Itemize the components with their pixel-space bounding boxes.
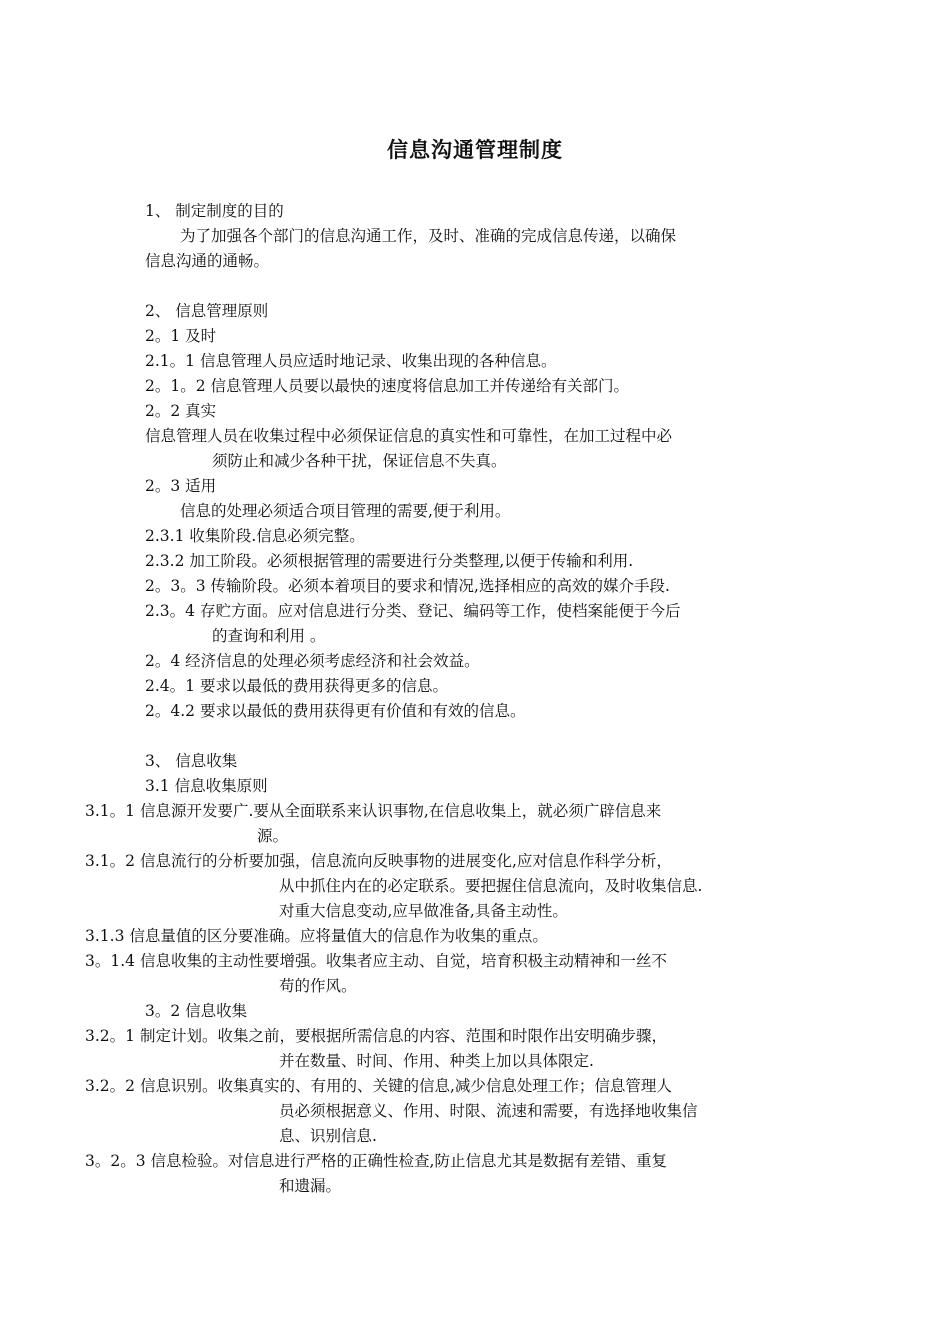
paragraph-line: 须防止和减少各种干扰，保证信息不失真。 [212, 452, 507, 470]
paragraph-line: 2.3。4 存贮方面。应对信息进行分类、登记、编码等工作，使档案能便于今后 [145, 602, 681, 620]
subsection-heading: 2。4 经济信息的处理必须考虑经济和社会效益。 [145, 652, 480, 670]
paragraph-line: 3。2。3 信息检验。对信息进行严格的正确性检查,防止信息尤其是数据有差错、重复 [85, 1152, 667, 1170]
subsection-heading: 3.1 信息收集原则 [145, 777, 268, 795]
paragraph-line: 员必须根据意义、作用、时限、流速和需要，有选择地收集信 [279, 1102, 698, 1120]
paragraph-line: 2。1。2 信息管理人员要以最快的速度将信息加工并传递给有关部门。 [145, 377, 630, 395]
paragraph-line: 从中抓住内在的必定联系。要把握住信息流向，及时收集信息. [279, 877, 703, 895]
paragraph-line: 和遗漏。 [279, 1177, 342, 1195]
paragraph-line: 3.1。2 信息流行的分析要加强，信息流向反映事物的进展变化,应对信息作科学分析， [85, 852, 672, 870]
paragraph-line: 3。1.4 信息收集的主动性要增强。收集者应主动、自觉，培育积极主动精神和一丝不 [85, 952, 667, 970]
paragraph-line: 2.3.1 收集阶段.信息必须完整。 [145, 527, 365, 545]
paragraph-line: 2.4。1 要求以最低的费用获得更多的信息。 [145, 677, 448, 695]
subsection-heading: 2。2 真实 [145, 402, 217, 420]
section-heading: 3、 信息收集 [145, 752, 238, 770]
paragraph-line: 2.3.2 加工阶段。必须根据管理的需要进行分类整理,以便于传输和利用. [145, 552, 634, 570]
paragraph-line: 为了加强各个部门的信息沟通工作，及时、准确的完成信息传递，以确保 [180, 227, 677, 245]
paragraph-line: 并在数量、时间、作用、种类上加以具体限定. [279, 1052, 594, 1070]
paragraph-line: 源。 [257, 827, 289, 845]
paragraph-line: 信息的处理必须适合项目管理的需要,便于利用。 [180, 502, 511, 520]
paragraph-line: 2。3。3 传输阶段。必须本着项目的要求和情况,选择相应的高效的媒介手段. [145, 577, 670, 595]
section-heading: 2、 信息管理原则 [145, 302, 269, 320]
paragraph-line: 3.1.3 信息量值的区分要准确。应将量值大的信息作为收集的重点。 [85, 927, 548, 945]
section-heading: 1、 制定制度的目的 [145, 202, 284, 220]
paragraph-line: 信息沟通的通畅。 [145, 252, 270, 270]
document-title: 信息沟通管理制度 [387, 138, 563, 162]
subsection-heading: 2。3 适用 [145, 477, 217, 495]
subsection-heading: 2。1 及时 [145, 327, 217, 345]
paragraph-line: 2。4.2 要求以最低的费用获得更有价值和有效的信息。 [145, 702, 526, 720]
paragraph-line: 3.1。1 信息源开发要广.要从全面联系来认识事物,在信息收集上，就必须广辟信息来 [85, 802, 662, 820]
paragraph-line: 3.2。1 制定计划。收集之前，要根据所需信息的内容、范围和时限作出安明确步骤， [85, 1027, 667, 1045]
paragraph-line: 2.1。1 信息管理人员应适时地记录、收集出现的各种信息。 [145, 352, 557, 370]
paragraph-line: 的查询和利用 。 [212, 627, 326, 645]
paragraph-line: 信息管理人员在收集过程中必须保证信息的真实性和可靠性，在加工过程中必 [145, 427, 673, 445]
paragraph-line: 苟的作风。 [279, 977, 357, 995]
paragraph-line: 对重大信息变动,应早做准备,具备主动性。 [279, 902, 568, 920]
paragraph-line: 息、识别信息. [279, 1127, 377, 1145]
subsection-heading: 3。2 信息收集 [145, 1002, 248, 1020]
paragraph-line: 3.2。2 信息识别。收集真实的、有用的、关键的信息,减少信息处理工作；信息管理人 [85, 1077, 672, 1095]
